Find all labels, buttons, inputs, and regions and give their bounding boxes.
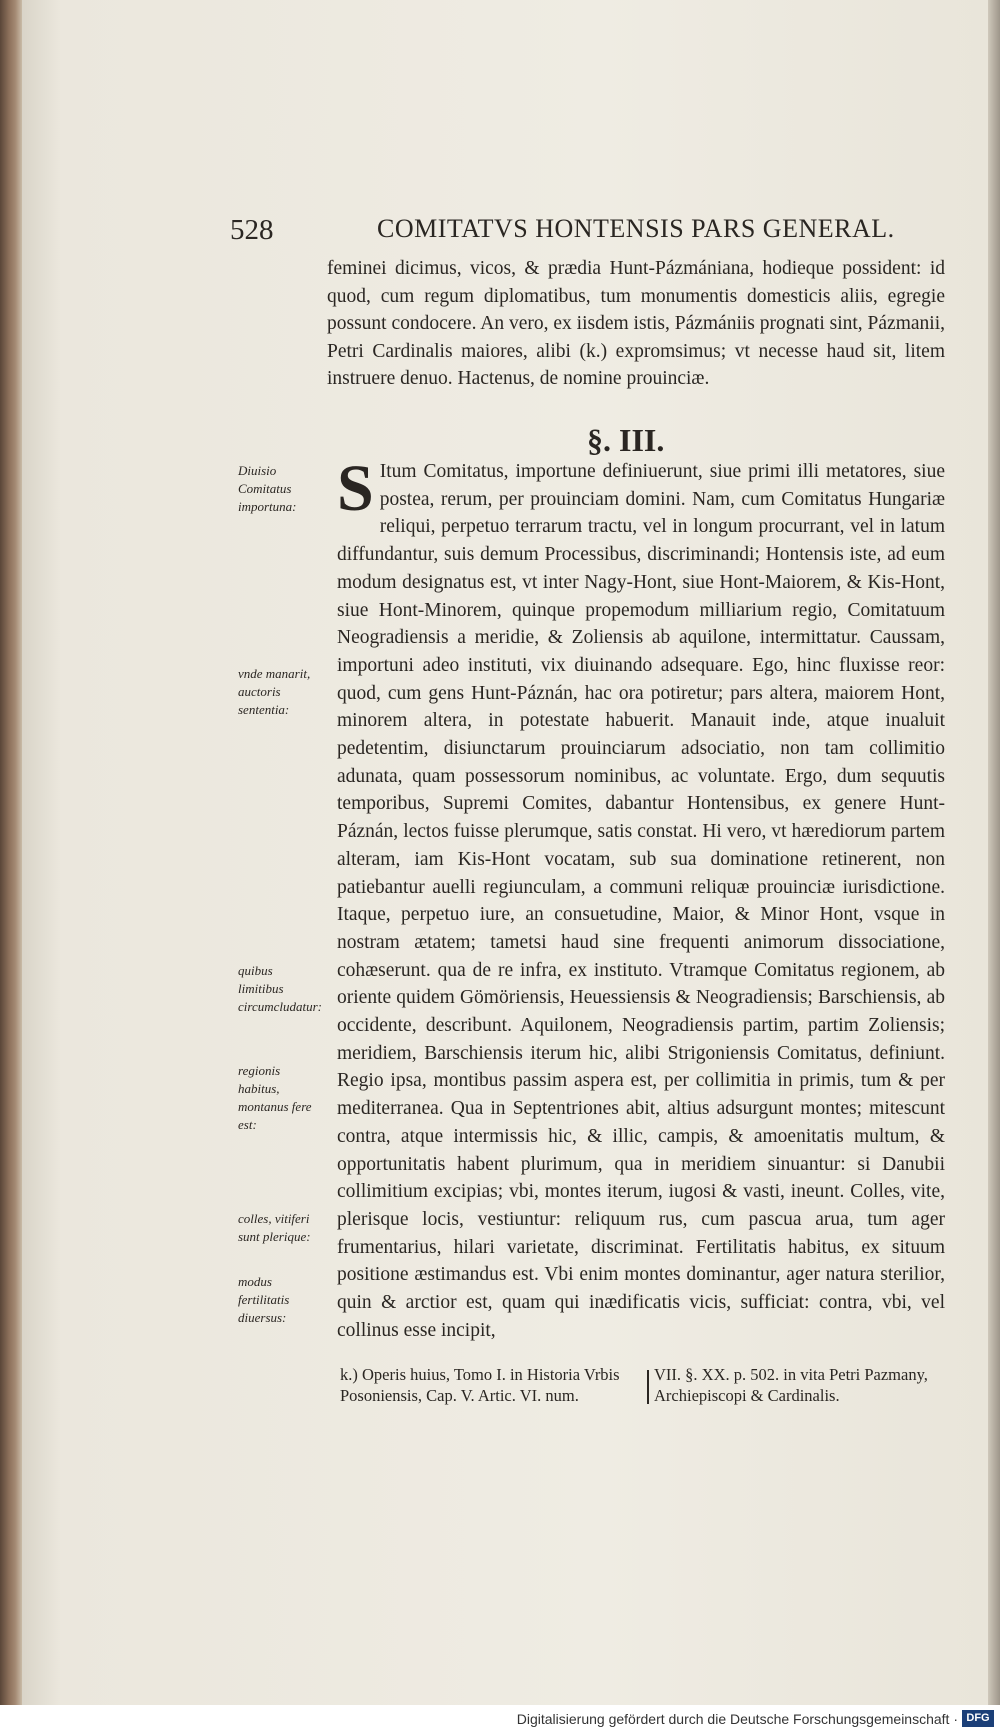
book-binding-left [0,0,22,1733]
section-text: Itum Comitatus, importune definiuerunt, siue primi illi metatores, siue postea, rerum, per prouinciam domini. Nam, cum Comitatus Hungariæ reliqui, perpetuo terrarum tractu, vel in longum procurrant, vel in latum diffundantur, suis demum Processibus, discriminandi; Hontensis iste, ad eum modum designatus est, vt inter Nagy-Hont, siue Hont-Maiorem, & Kis-Hont, siue Hont-Minorem, quinque propemodum milliarium regio, Comitatuum Neogradiensis a meridie, & Zoliensis ab aquilone, intermittatur. Caussam, importuni adeo instituti, vix diuinando adsequare. Ego, hinc fluxisse reor: quod, cum gens Hunt-Páznán, hac ora potiretur; pars altera, maiorem Hont, minorem altera, in potestate habuerit. Manauit inde, atque inualuit pedetentim, disiunctarum prouinciarum adsociatio, non tam collimitio adunata, quam possessorum nominibus, ac voluntate. Ergo, dum sequutis temporibus, Supremi Comites, dabantur Hontensibus, ex genere Hunt-Páznán, lectos fuisse plerumque, satis constat. Hi vero, vt hærediorum partem alteram, iam Kis-Hont vocatam, sub sua dominatione retinerent, non patiebantur auelli regiunculam, a communi reliquæ prouinciæ iurisdictione. Itaque, perpetuo iure, an consuetudine, Maior, & Minor Hont, vsque in nostram ætatem; tametsi haud sine frequenti animorum dissociatione, cohæserunt. qua de re infra, ex instituto. Vtramque Comitatus regionem, ab oriente quidem Gömöriensis, Heuessiensis & Neogradiensis; Barschiensis, ab occidente, describunt. Aquilonem, Neogradiensis partim, partim Zoliensis; meridiem, Barschiensis iterum hic, alibi Strigoniensis Comitatus, definiunt. Regio ipsa, montibus passim aspera est, per collimitia in primis, tum & per mediterranea. Qua in Septentriones abit, altius adsurgunt montes; mitescunt contra, atque intermissis hic, & illic, campis, & amoenitatis multum, & opportunitatis habent plurimum, qua in meridiem sinuantur: si Danubii collimitium excipias; vbi, montes iterum, iugosi & vasti, ineunt. Colles, vite, plerisque locis, vestiuntur: reliquum rus, cum pascua arua, tum ager frumentarius, hilari varietate, discriminat. Fertilitatis habitus, ex situum positione æstimandus est. Vbi enim montes dominantur, ager natura sterilior, quin & arctior est, quam qui inædificatis vicis, sufficiat: contra, vbi, vel collinus esse incipit, [337,461,945,1341]
book-page [22,0,988,1705]
digitization-notice: Digitalisierung gefördert durch die Deutsche Forschungsgemeinschaft · [516,1711,958,1727]
footnote-divider [647,1370,649,1404]
margin-note-4: regionis habitus, montanus fere est: [238,1063,312,1132]
margin-note-2: vnde manarit, auctoris sententia: [238,666,311,717]
intro-text: feminei dicimus, vicos, & prædia Hunt-Pázmániana, hodieque possident: id quod, cum regum diplomatibus, tum monumentis domesticis aliis, egregie possunt condocere. An vero, ex iisdem istis, Pázmániis prognati sint, Pázmanii, Petri Cardinalis maiores, alibi (k.) expromsimus; vt necesse haud sit, litem instruere denuo. Hactenus, de nomine prouinciæ. [327,258,945,390]
margin-note-1: Diuisio Comitatus importuna: [238,463,297,514]
running-title: COMITATVS HONTENSIS PARS GENERAL. [377,214,895,243]
margin-note-6: modus fertilitatis diuersus: [238,1274,290,1325]
drop-cap: S [337,452,374,525]
margin-note-3: quibus limitibus circumcludatur: [238,963,322,1014]
section-heading: §. III. [587,422,665,458]
dfg-logo-icon: DFG [962,1710,994,1727]
margin-note-5: colles, vitiferi sunt plerique: [238,1211,311,1244]
footnote-right: VII. §. XX. p. 502. in vita Petri Pazmany, Archiepiscopi & Cardinalis. [654,1365,928,1405]
intro-paragraph [327,255,945,393]
book-edge-right [988,0,1000,1733]
page-number: 528 [230,214,274,246]
page-header [22,214,988,254]
section-body [337,452,945,1345]
footnote-left: k.) Operis huius, Tomo I. in Historia Vrbis Posoniensis, Cap. V. Artic. VI. num. [340,1365,620,1405]
digitization-bar [0,1705,1000,1733]
